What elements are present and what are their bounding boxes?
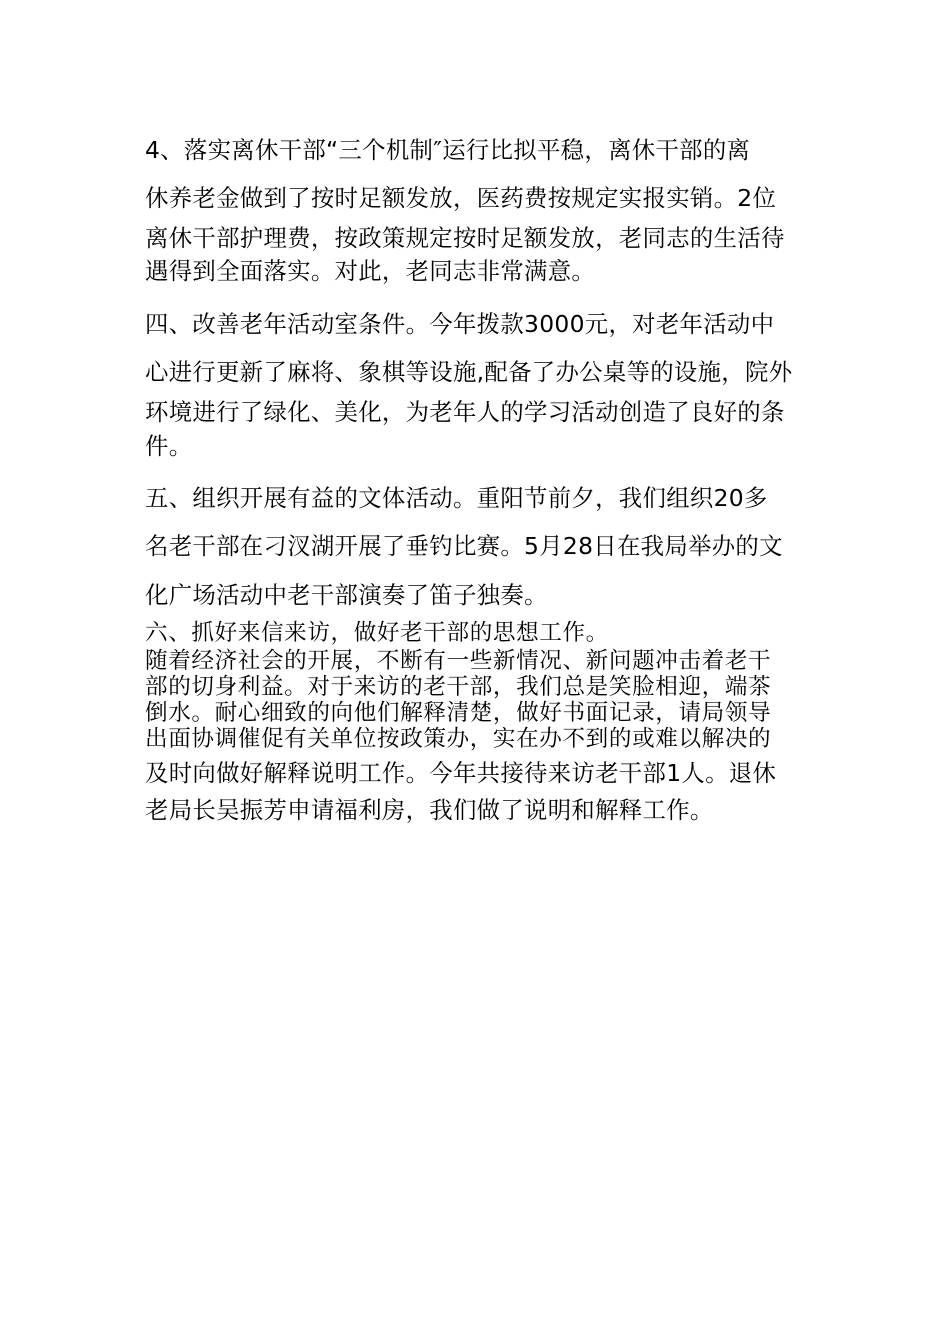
paragraph-line: 名老干部在刁汊湖开展了垂钓比赛。5月28日在我局举办的文 bbox=[145, 532, 783, 560]
section-heading-line: 五、组织开展有益的文体活动。重阳节前夕，我们组织20多 bbox=[145, 484, 768, 512]
paragraph-line: 心进行更新了麻将、象棋等设施,配备了办公桌等的设施，院外 bbox=[145, 358, 793, 386]
paragraph-line: 部的切身利益。对于来访的老干部，我们总是笑脸相迎，端茶 bbox=[145, 674, 772, 700]
paragraph-line: 遇得到全面落实。对此，老同志非常满意。 bbox=[145, 257, 596, 285]
paragraph-line: 件。 bbox=[145, 432, 193, 460]
paragraph-line: 化广场活动中老干部演奏了笛子独奏。 bbox=[145, 581, 548, 609]
paragraph-line: 老局长吴振芳申请福利房，我们做了说明和解释工作。 bbox=[145, 796, 714, 824]
paragraph-line: 环境进行了绿化、美化，为老年人的学习活动创造了良好的条 bbox=[145, 398, 785, 426]
paragraph-line: 4、落实离休干部“三个机制″运行比拟平稳，离休干部的离 bbox=[145, 136, 751, 164]
paragraph-line: 随着经济社会的开展，不断有一些新情况、新问题冲击着老干 bbox=[145, 648, 772, 674]
paragraph-line: 离休干部护理费，按政策规定按时足额发放，老同志的生活待 bbox=[145, 224, 785, 252]
section-heading-line: 四、改善老年活动室条件。今年拨款3000元，对老年活动中 bbox=[145, 310, 775, 338]
paragraph-line: 休养老金做到了按时足额发放，医药费按规定实报实销。2位 bbox=[145, 184, 777, 212]
paragraph-line: 出面协调催促有关单位按政策办，实在办不到的或难以解决的 bbox=[145, 726, 772, 752]
section-heading-line: 六、抓好来信来访，做好老干部的思想工作。 bbox=[145, 620, 609, 646]
paragraph-line: 及时向做好解释说明工作。今年共接待来访老干部1人。退休 bbox=[145, 759, 777, 787]
paragraph-line: 倒水。耐心细致的向他们解释清楚，做好书面记录，请局领导 bbox=[145, 700, 772, 726]
